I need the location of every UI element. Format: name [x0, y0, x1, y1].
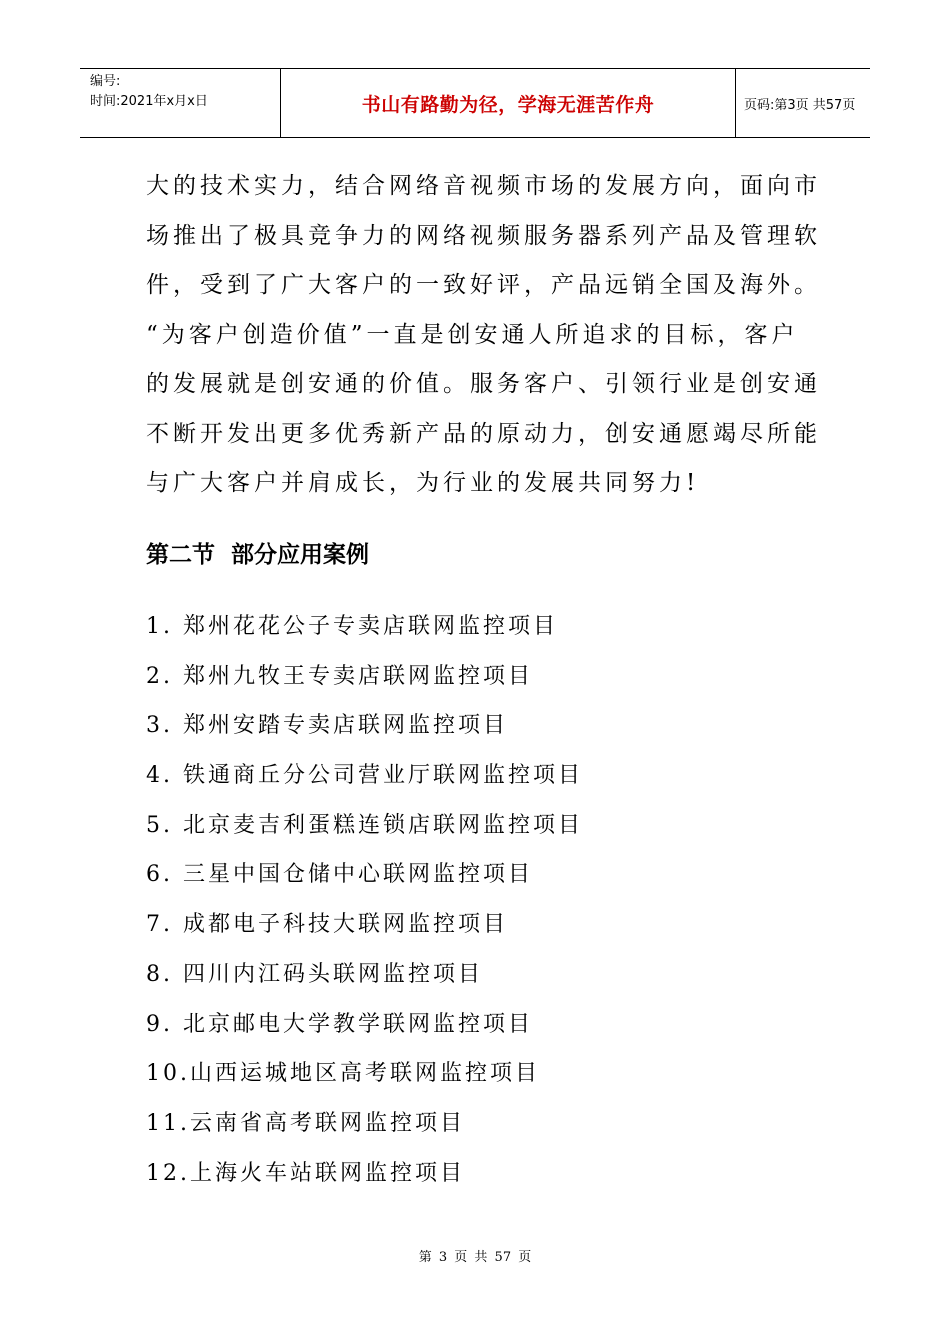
case-list-item: 4. 铁通商丘分公司营业厅联网监控项目 — [146, 763, 583, 789]
header-left-cell — [80, 69, 280, 137]
section-title: 第二节 部分应用案例 — [146, 542, 370, 568]
page-footer: 第 3 页 共 57 页 — [418, 1250, 532, 1265]
case-list-item: 10.山西运城地区高考联网监控项目 — [146, 1061, 540, 1087]
header-motto: 书山有路勤为径，学海无涯苦作舟 — [361, 93, 655, 116]
case-list-item: 6. 三星中国仓储中心联网监控项目 — [146, 862, 533, 888]
header-motto-cell — [280, 69, 736, 137]
paragraph-line: 的发展就是创安通的价值。服务客户、引领行业是创安通 — [146, 371, 821, 397]
case-list — [146, 607, 583, 1203]
document-number-label: 编号: — [90, 74, 121, 89]
header-page-info: 页码:第3页 共57页 — [744, 97, 856, 113]
paragraph-line: “为客户创造价值”一直是创安通人所追求的目标，客户 — [146, 321, 799, 348]
case-list-item: 11.云南省高考联网监控项目 — [146, 1110, 465, 1136]
case-list-item: 2. 郑州九牧王专卖店联网监控项目 — [146, 663, 533, 689]
body-paragraph — [146, 162, 826, 509]
case-list-item: 5. 北京麦吉利蛋糕连锁店联网监控项目 — [146, 812, 583, 838]
paragraph-line: 与广大客户并肩成长，为行业的发展共同努力! — [146, 470, 700, 496]
case-list-item: 12.上海火车站联网监控项目 — [146, 1160, 465, 1186]
case-list-item: 8. 四川内江码头联网监控项目 — [146, 961, 483, 987]
paragraph-line: 大的技术实力，结合网络音视频市场的发展方向，面向市 — [146, 173, 821, 199]
paragraph-line: 件，受到了广大客户的一致好评，产品远销全国及海外。 — [146, 272, 821, 298]
page-header — [80, 68, 870, 138]
case-list-item: 3. 郑州安踏专卖店联网监控项目 — [146, 713, 508, 739]
document-time-label: 时间:2021年x月x日 — [90, 94, 208, 109]
case-list-item: 1. 郑州花花公子专卖店联网监控项目 — [146, 614, 558, 639]
case-list-item: 7. 成都电子科技大联网监控项目 — [146, 912, 508, 938]
paragraph-line: 场推出了极具竞争力的网络视频服务器系列产品及管理软 — [146, 222, 821, 249]
case-list-item: 9. 北京邮电大学教学联网监控项目 — [146, 1011, 533, 1037]
header-page-cell — [736, 69, 870, 137]
paragraph-line: 不断开发出更多优秀新产品的原动力，创安通愿竭尽所能 — [146, 420, 821, 447]
